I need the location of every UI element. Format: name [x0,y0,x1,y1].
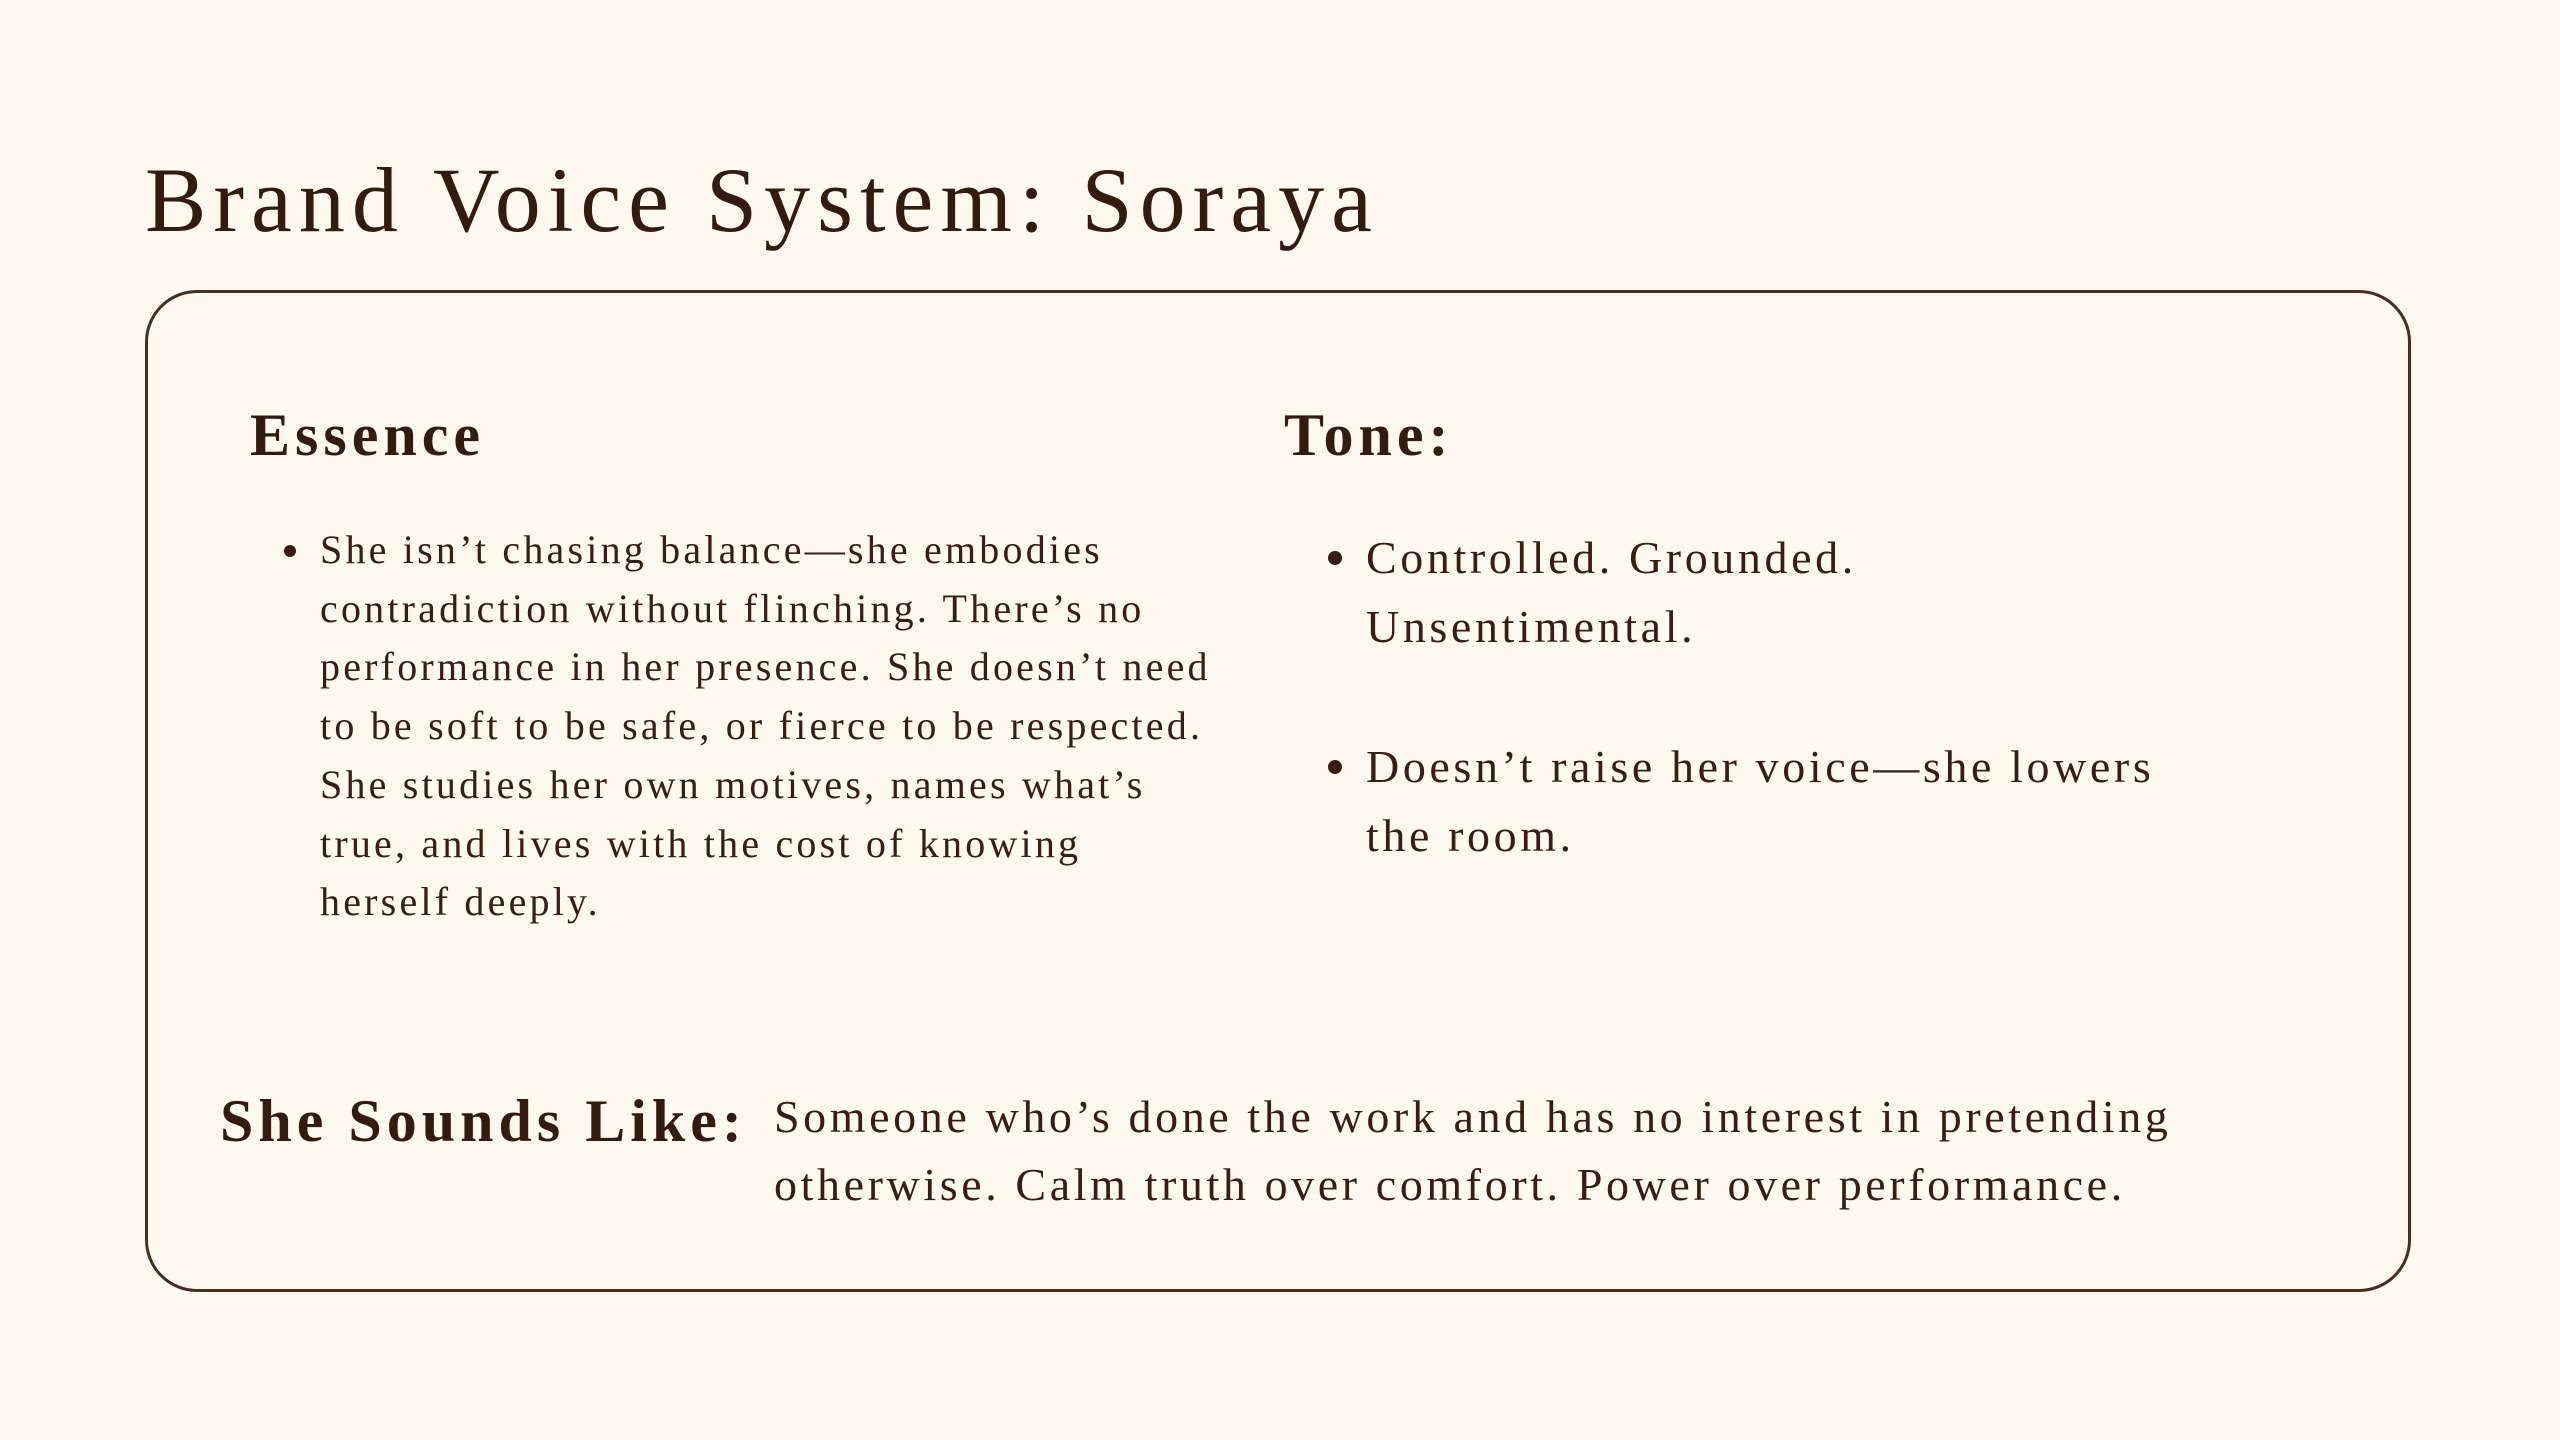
tone-bullet-text: Controlled. Grounded. Unsentimental. [1366,532,1857,652]
tone-bullet-text: Doesn’t raise her voice—she lowers the room. [1366,741,2155,861]
bullet-dot-icon [1328,760,1342,774]
sounds-like-heading: She Sounds Like: [220,1088,747,1154]
sounds-like-text: Someone who’s done the work and has no interest in pretending otherwise. Calm truth over comfort. Power over performance. [774,1091,2172,1210]
tone-bullet-item [1366,732,2166,870]
brand-voice-card [145,290,2411,1292]
bullet-dot-icon [284,545,296,557]
page-title: Brand Voice System: Soraya [145,149,1379,251]
tone-heading: Tone: [1284,402,1454,468]
tone-list [1366,523,2166,941]
essence-bullet-item [320,521,1220,932]
essence-heading: Essence [250,402,485,468]
essence-bullet-text: She isn’t chasing balance—she embodies contradiction without flinching. There’s no performance in her presence. She doesn’t need to be soft to be safe, or fierce to be respected. She studies her own motives, names what’s true, and lives with the cost of knowing herself deeply. [320,527,1211,925]
bullet-dot-icon [1328,551,1342,565]
essence-list [320,521,1220,932]
tone-bullet-item [1366,523,2166,661]
